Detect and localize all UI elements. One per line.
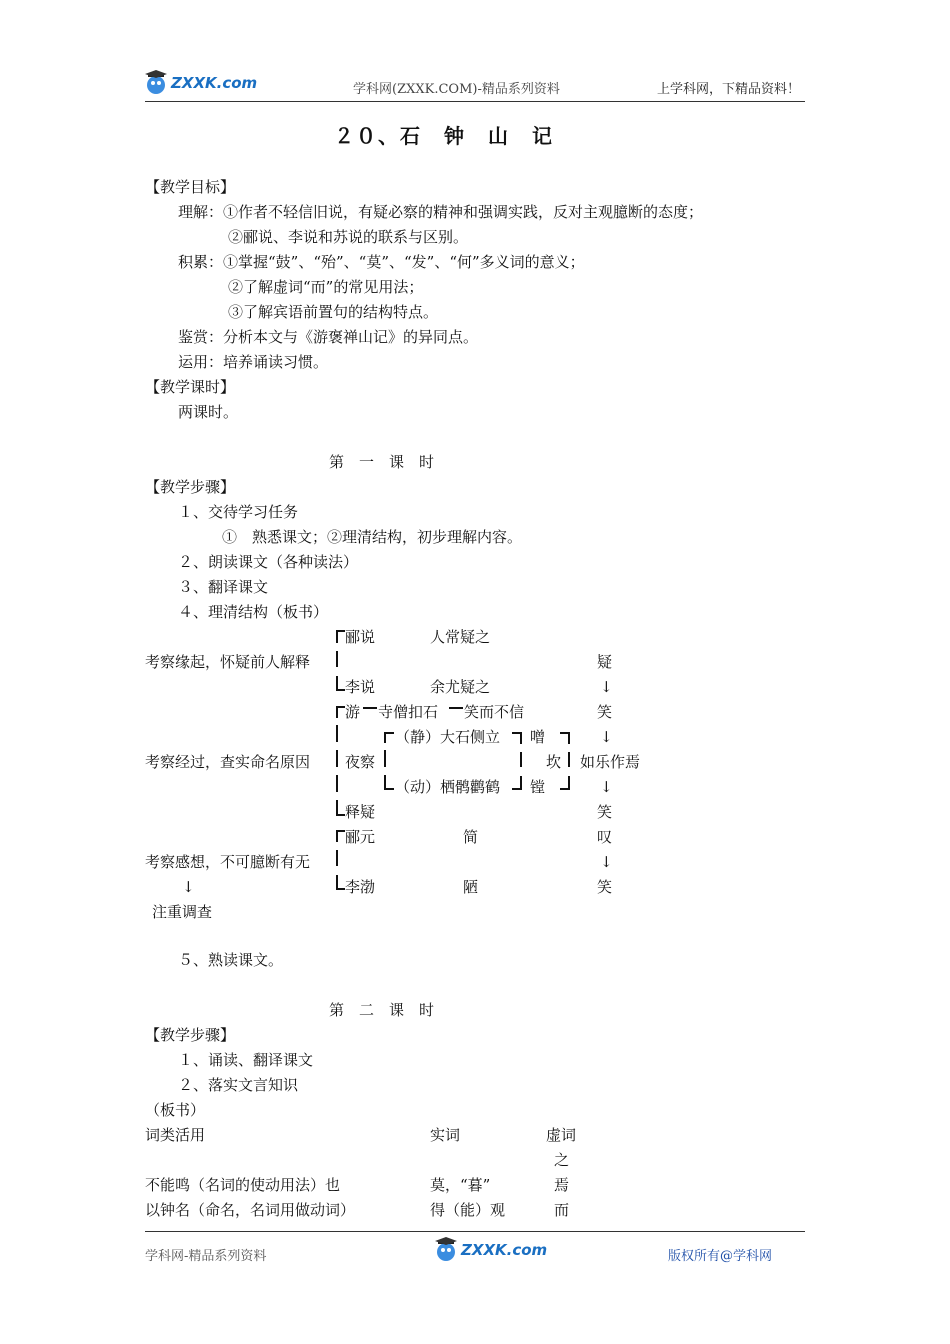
board-item: 笑而不信 (464, 703, 525, 721)
board-right-item: 叹 (597, 828, 613, 846)
board-item: 李渤 (345, 878, 376, 896)
lesson1-heading: 第 一 课 时 (329, 453, 435, 471)
board-item: 释疑 (345, 803, 376, 821)
lesson2-board-label: （板书） (145, 1101, 206, 1119)
header-right-text: 上学科网，下精品资料！ (657, 82, 801, 97)
board-item: 余尤疑之 (430, 678, 491, 696)
logo-text: ZXXK.com (171, 74, 258, 92)
board-item: 夜察 (345, 753, 376, 771)
board-item: 镗 (530, 778, 546, 796)
footer-logo (433, 1237, 547, 1263)
table-cell: 焉 (554, 1176, 570, 1194)
board-right-item: 疑 (597, 653, 613, 671)
table-cell: 而 (554, 1201, 570, 1219)
board-row-label: 考察感想，不可臆断有无 (145, 853, 311, 871)
board-item: 简 (463, 828, 479, 846)
board-item: 陋 (463, 878, 479, 896)
board-right-item: 笑 (597, 878, 613, 896)
board-item: 坎 (546, 753, 562, 771)
board-right-item: 笑 (597, 803, 613, 821)
lesson2-step: ２、落实文言知识 (178, 1076, 299, 1094)
board-item: 寺僧扣石 (378, 703, 439, 721)
board-item: 郦说 (345, 628, 376, 646)
board-item: （动）栖鹘鹳鹤 (395, 778, 501, 796)
table-cell: 莫，“暮” (430, 1176, 491, 1194)
goal-line: ③了解宾语前置句的结构特点。 (228, 303, 439, 321)
lesson2-steps-heading: 【教学步骤】 (145, 1026, 236, 1044)
lesson1-step5: ５、熟读课文。 (178, 951, 284, 969)
table-cell: 得（能）观 (430, 1201, 506, 1219)
lesson2-step: １、诵读、翻译课文 (178, 1051, 314, 1069)
hours-text: 两课时。 (178, 403, 239, 421)
goal-line: ②了解虚词“而”的常见用法； (228, 278, 424, 296)
lesson1-steps-heading: 【教学步骤】 (145, 478, 236, 496)
lesson1-step: １、交待学习任务 (178, 503, 299, 521)
board-right-item: 笑 (597, 703, 613, 721)
lesson1-step: ４、理清结构（板书） (178, 603, 329, 621)
table-cell: 不能鸣（名词的使动用法）也 (145, 1176, 341, 1194)
mascot-icon (433, 1237, 459, 1263)
lesson1-step: ２、朗读课文（各种读法） (178, 553, 359, 571)
footer-rule (145, 1231, 805, 1232)
hours-heading: 【教学课时】 (145, 378, 236, 396)
goal-line: 积累：①掌握“鼓”、“殆”、“莫”、“发”、“何”多义词的意义； (178, 253, 585, 271)
board-item: 李说 (345, 678, 376, 696)
board-item: 噌 (530, 728, 546, 746)
table-cell: 之 (554, 1151, 570, 1169)
goal-line: 运用：培养诵读习惯。 (178, 353, 329, 371)
goal-line: ②郦说、李说和苏说的联系与区别。 (228, 228, 469, 246)
down-arrow-icon: ↓ (600, 778, 613, 796)
lesson1-step: ① 熟悉课文；②理清结构，初步理解内容。 (222, 528, 523, 546)
page-title: ２０、石 钟 山 记 (334, 124, 554, 148)
goal-line: 理解：①作者不轻信旧说，有疑必察的精神和强调实践，反对主观臆断的态度； (178, 203, 704, 221)
header-center-text: 学科网(ZXXK.COM)-精品系列资料 (353, 82, 560, 97)
board-item: 人常疑之 (430, 628, 491, 646)
board-item: 游 (345, 703, 361, 721)
board-item: 如乐作焉 (580, 753, 641, 771)
down-arrow-icon: ↓ (600, 728, 613, 746)
board-item: 郦元 (345, 828, 376, 846)
table-header: 词类活用 (145, 1126, 206, 1144)
board-row-label: 考察经过，查实命名原因 (145, 753, 311, 771)
table-header: 实词 (430, 1126, 461, 1144)
footer-left-text: 学科网-精品系列资料 (145, 1249, 267, 1264)
table-cell: 以钟名（命名，名词用做动词） (145, 1201, 356, 1219)
table-header: 虚词 (546, 1126, 577, 1144)
board-item: （静）大石侧立 (395, 728, 501, 746)
board-row-label: 考察缘起，怀疑前人解释 (145, 653, 311, 671)
goals-heading: 【教学目标】 (145, 178, 236, 196)
logo-text: ZXXK.com (461, 1241, 548, 1259)
down-arrow-icon: ↓ (600, 678, 613, 696)
down-arrow-icon: ↓ (182, 878, 195, 896)
goal-line: 鉴赏：分析本文与《游褒禅山记》的异同点。 (178, 328, 479, 346)
lesson2-heading: 第 二 课 时 (329, 1001, 435, 1019)
lesson1-step: ３、翻译课文 (178, 578, 269, 596)
board-item: 注重调查 (152, 903, 213, 921)
down-arrow-icon: ↓ (600, 853, 613, 871)
footer-right-text: 版权所有@学科网 (668, 1249, 773, 1264)
